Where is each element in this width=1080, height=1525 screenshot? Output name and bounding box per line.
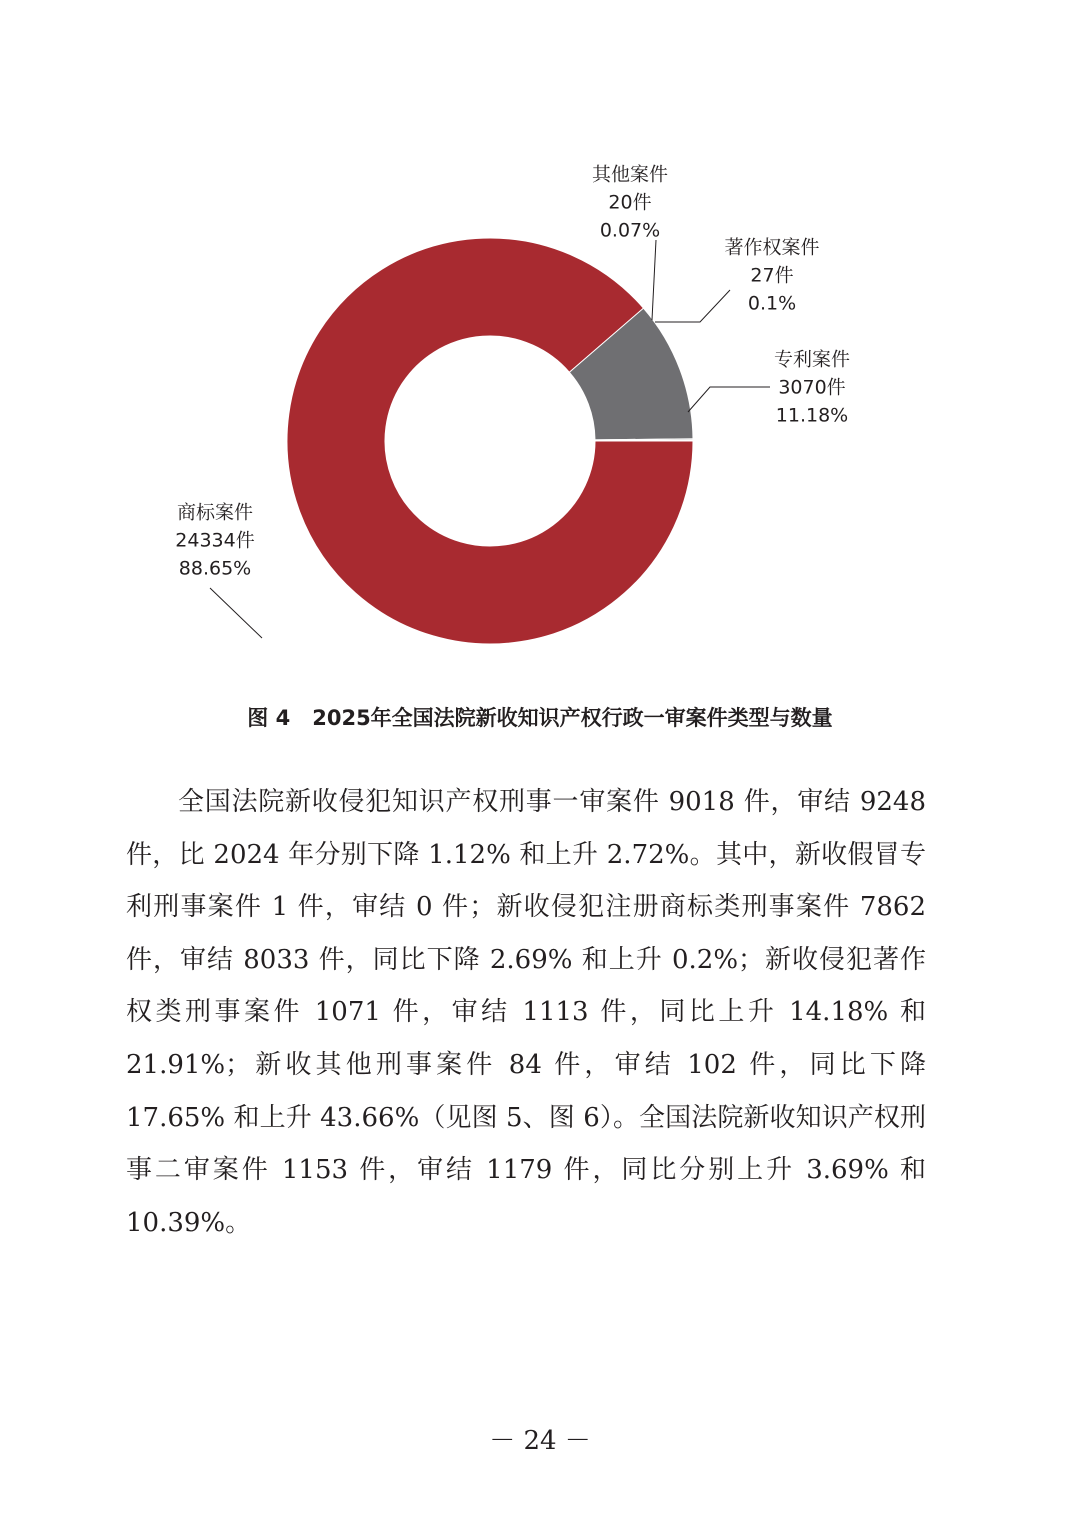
slice-4 [595,440,693,441]
figure-number: 图 4 [247,706,291,730]
body-paragraph: 全国法院新收侵犯知识产权刑事一审案件 9018 件，审结 9248 件，比 2024 年分别下降 1.12% 和上升 2.72%。其中，新收假冒专利刑事案件 1 件，审结 0 件；新收侵犯注册商标类刑事案件 7862 件，审结 8033 件，同比下降 2.69% 和上升 0.2%；新收侵犯著作权类刑事案件 1071 件，审结 1113 件，同比上升 14.18% 和 21.91%；新收其他刑事案件 84 件，审结 102 件，同比下降 17.65% 和上升 43.66%（见图 5、图 6）。全国法院新收知识产权刑事二审案件 1153 件，审结 1179 件，同比分别上升 3.69% 和 10.39%。 [126,787,926,1238]
donut-chart [0,0,1080,680]
slice-percent-label-3: 0.1% [747,292,797,315]
slice-value-label-2: 3070件 [778,376,846,399]
slice-name-label-1: 商标案件 [176,501,254,524]
slice-value-label-1: 24334件 [175,529,255,552]
slice-percent-label-1: 88.65% [178,557,252,580]
figure-title: 2025年全国法院新收知识产权行政一审案件类型与数量 [312,706,833,730]
slice-name-label-4: 其他案件 [591,163,669,186]
slice-value-label-3: 27件 [750,264,794,287]
leader-line-3 [655,290,730,322]
leader-line-1 [210,588,262,638]
page-number: － 24 － [489,1426,591,1456]
donut-chart-svg [0,0,1080,680]
slice-value-label-4: 20件 [608,191,652,214]
leader-line-4 [652,240,656,320]
slice-percent-label-2: 11.18% [775,404,849,427]
slice-name-label-2: 专利案件 [773,348,851,371]
slice-percent-label-4: 0.07% [599,219,661,242]
slice-name-label-3: 著作权案件 [724,236,820,259]
leader-line-2 [688,387,770,412]
body-text [126,776,926,1249]
figure-caption [0,702,1080,732]
